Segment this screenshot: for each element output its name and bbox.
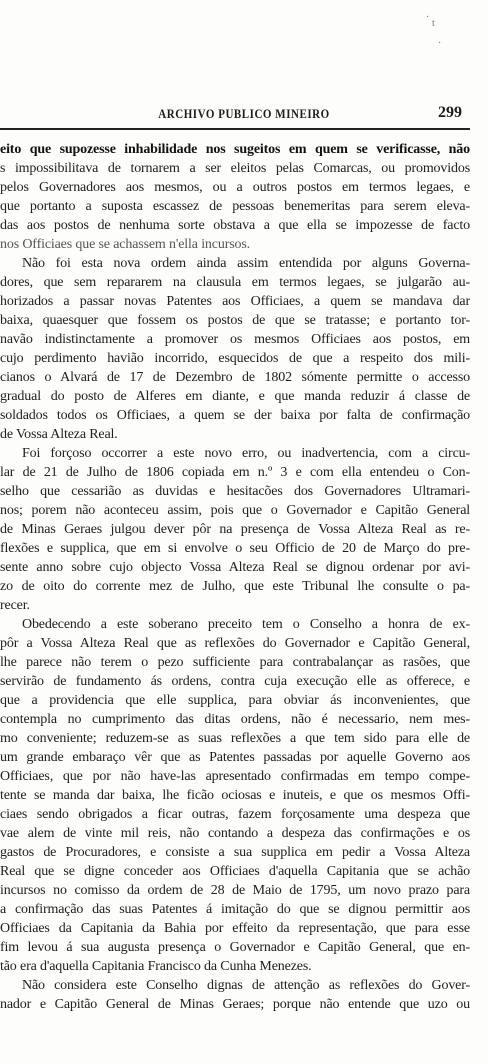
running-title: ARCHIVO PUBLICO MINEIRO bbox=[158, 107, 330, 121]
text-line: Officiaes, que por não have-las apresentado confirmadas em tempo compe- bbox=[0, 769, 470, 784]
text-line: cianos o Alvará de 17 de Dezembro de 1802 sómente permitte o accesso bbox=[0, 370, 470, 385]
text-line: contempla no cumprimento das ditas ordens, não é necessario, nem mes- bbox=[0, 712, 470, 727]
page-number: 299 bbox=[438, 104, 462, 121]
scan-specks bbox=[420, 8, 460, 48]
text-line: servirão de fundamento ás ordens, contra cuja execução elle as offerece, e bbox=[0, 674, 470, 689]
header-rule bbox=[0, 128, 470, 130]
text-line: das aos postos de nenhuma sorte obstava a que ella se impozesse de facto bbox=[0, 218, 470, 233]
text-line: incursos no comisso da ordem de 28 de Maio de 1795, um novo prazo para bbox=[0, 883, 470, 898]
page-header bbox=[0, 104, 488, 124]
speck: t bbox=[432, 18, 435, 29]
text-line: que portanto a suposta escassez de pessoas benemeritas para serem eleva- bbox=[0, 199, 470, 214]
text-line: vae alem de vinte mil reis, não contando a despeza das confirmações e os bbox=[0, 826, 470, 841]
text-line: gastos de Procuradores, e consiste a sua supplica em pedir a Vossa Alteza bbox=[0, 845, 470, 860]
text-line: pelos Governadores aos mesmos, ou a outros postos em termos legaes, e bbox=[0, 180, 470, 195]
body-text bbox=[0, 140, 470, 1014]
text-line: ciaes sendo obrigados a ficar outras, fazem forçosamente uma despeza que bbox=[0, 807, 470, 822]
text-line: pôr a Vossa Alteza Real que as reflexões do Governador e Capitão General, bbox=[0, 636, 470, 651]
text-line: selho que cessarião as duvidas e hesitacões dos Governadores Ultramari- bbox=[0, 484, 470, 499]
text-line: horizados a passar novas Patentes aos Officiaes, a quem se mandava dar bbox=[0, 294, 470, 309]
text-line: soldados todos os Officiaes, a quem se der baixa por falta de confirmação bbox=[0, 408, 470, 423]
text-line: Não considera este Conselho dignas de attenção as reflexões do Gover- bbox=[22, 978, 470, 993]
text-line: lar de 21 de Julho de 1806 copiada em n.º 3 e com ella entendeu o Con- bbox=[0, 465, 470, 480]
text-line: flexões e supplica, que em si envolve o seu Officio de 20 de Março do pre- bbox=[0, 541, 470, 556]
text-line: gradual do posto de Alferes em diante, e que manda reduzir á classe de bbox=[0, 389, 470, 404]
text-line: nos; porem não aconteceu assim, pois que o Governador e Capitão General bbox=[0, 503, 470, 518]
text-line: tão era d'aquella Capitania Francisco da Cunha Menezes. bbox=[0, 959, 312, 974]
text-line: Officiaes da Capitania da Bahia por effeito da representação, que para esse bbox=[0, 921, 470, 936]
text-line: Obedecendo a este soberano preceito tem o Conselho a honra de ex- bbox=[22, 617, 470, 632]
text-line: eito que supozesse inhabilidade nos sugeitos em quem se verificasse, não bbox=[0, 142, 470, 157]
text-line: s impossibilitava de tornarem a ser eleitos pelas Comarcas, ou promovidos bbox=[0, 161, 470, 176]
text-line: a confirmação das suas Patentes á imitação do que se dignou permittir aos bbox=[0, 902, 470, 917]
text-line: cujo perdimento havião incorrido, esquecidos de que a respeito dos mili- bbox=[0, 351, 470, 366]
text-line: navão indistinctamente a promover os mesmos Officiaes aos postos, em bbox=[0, 332, 470, 347]
speck: · bbox=[438, 38, 442, 49]
text-line: recer. bbox=[0, 598, 30, 613]
text-line: Foi forçoso occorrer a este novo erro, ou inadvertencia, com a circu- bbox=[22, 446, 470, 461]
text-line: mo conveniente; reduzem-se as suas reflexões a que tem sido para elle de bbox=[0, 731, 470, 746]
speck: · bbox=[426, 12, 430, 23]
text-line: zo de oito do corrente mez de Julho, que este Tribunal lhe consulte o pa- bbox=[0, 579, 470, 594]
text-line: sente anno sobre cujo objecto Vossa Alteza Real se dignou ordenar por avi- bbox=[0, 560, 470, 575]
text-line: que a providencia que elle supplica, para obviar ás inconvenientes, que bbox=[0, 693, 470, 708]
text-line: fim levou á sua augusta presença o Governador e Capitão General, que en- bbox=[0, 940, 470, 955]
text-line: baixa, quaesquer que fossem os postos de que se tratasse; e portanto tor- bbox=[0, 313, 470, 328]
text-line: Real que se digne conceder aos Officiaes d'aquella Capitania que se achão bbox=[0, 864, 470, 879]
text-line: de Minas Geraes julgou dever pôr na presença de Vossa Alteza Real as re- bbox=[0, 522, 470, 537]
text-line: um grande embaraço vêr que as Patentes passadas por aquelle Governo aos bbox=[0, 750, 470, 765]
text-line: dores, que sem repararem na clausula em termos legaes, se julgarão au- bbox=[0, 275, 470, 290]
text-line: lhe parece não terem o pezo sufficiente para contrabalançar as rasões, que bbox=[0, 655, 470, 670]
text-line: Não foi esta nova ordem ainda assim entendida por alguns Governa- bbox=[22, 256, 470, 271]
text-line: de Vossa Alteza Real. bbox=[0, 427, 118, 442]
text-line: tente se manda dar baixa, lhe ficão ociosas e inuteis, e que os mesmos Offi- bbox=[0, 788, 470, 803]
text-line: nos Officiaes que se achassem n'ella incursos. bbox=[0, 237, 251, 252]
text-line: nador e Capitão General de Minas Geraes; porque não entende que uzo ou bbox=[0, 997, 470, 1012]
